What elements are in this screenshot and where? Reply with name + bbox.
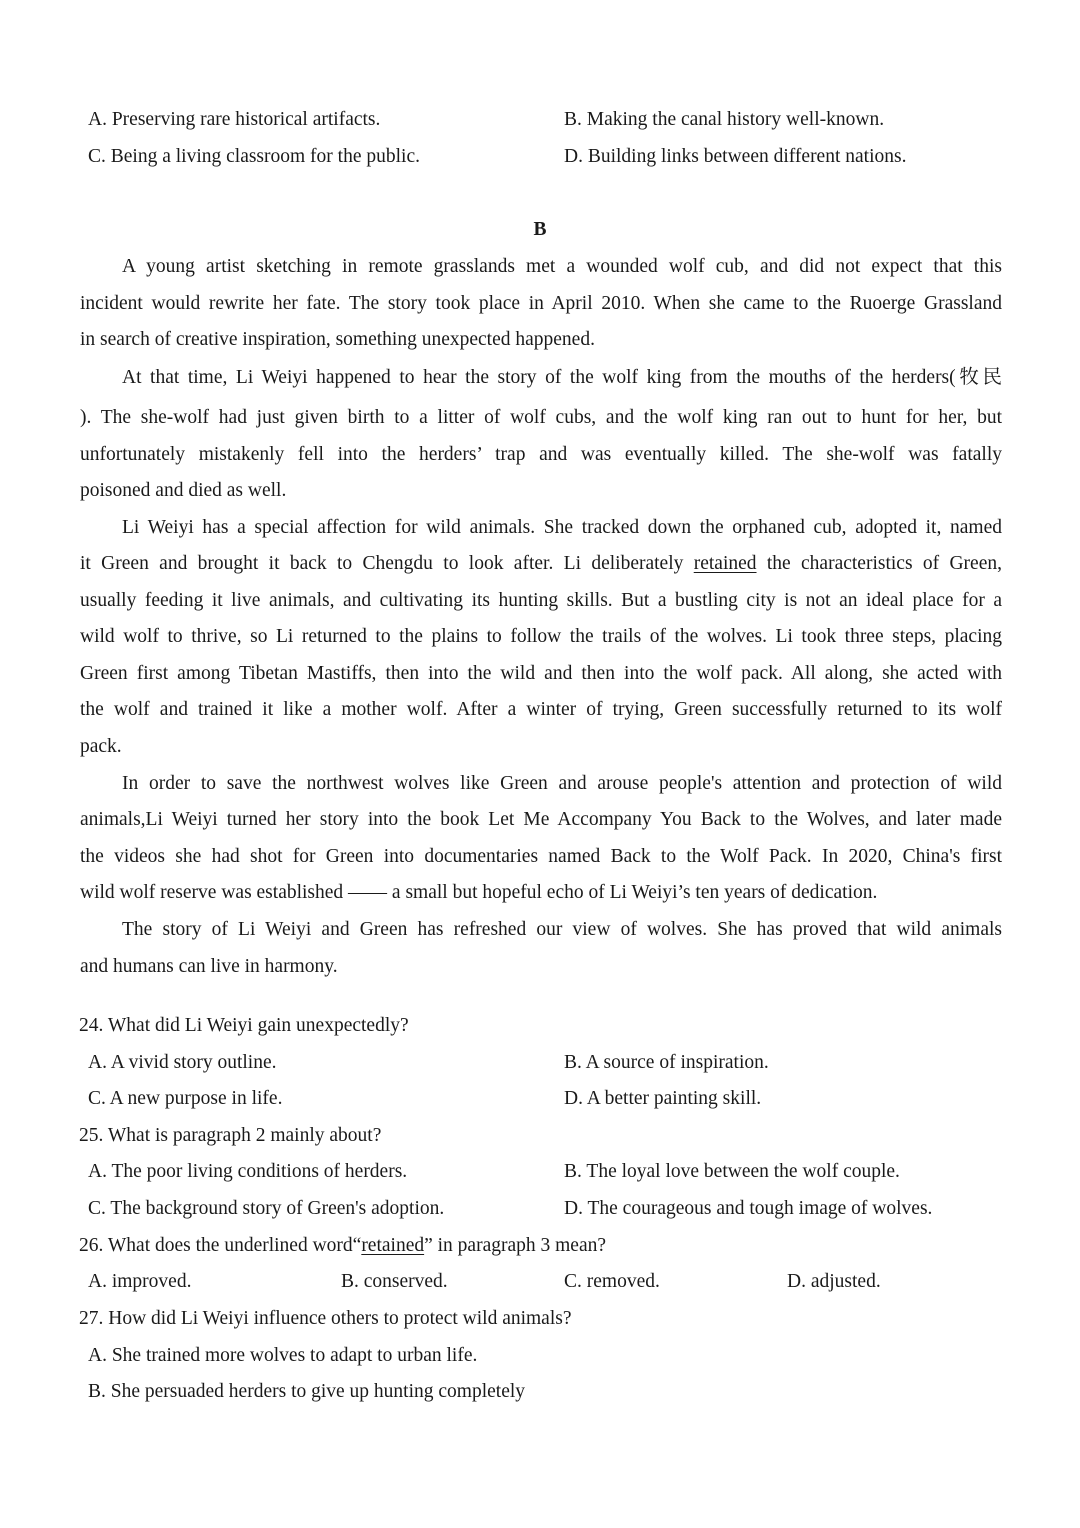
underlined-word-retained: retained	[361, 1235, 425, 1256]
option-c: C. A new purpose in life.	[88, 1088, 283, 1109]
passage-line: The story of Li Weiyi and Green has refreshed our view of wolves. She has proved that wild animals	[122, 919, 1002, 940]
passage-line: Li Weiyi has a special affection for wild animals. She tracked down the orphaned cub, adopted it, named	[122, 517, 1002, 538]
option-c: C. The background story of Green's adoption.	[88, 1198, 445, 1219]
question-stem: 24. What did Li Weiyi gain unexpectedly?	[79, 1015, 409, 1036]
option-c: C. Being a living classroom for the public.	[88, 146, 420, 167]
passage-line	[80, 554, 1002, 574]
question-text: ” in paragraph 3 mean?	[424, 1235, 607, 1256]
passage-line: animals,Li Weiyi turned her story into the book Let Me Accompany You Back to the Wolves, and later made	[80, 809, 1002, 830]
option-a: A. A vivid story outline.	[88, 1052, 277, 1073]
underlined-word-retained: retained	[693, 553, 757, 574]
passage-line: unfortunately mistakenly fell into the herders’ trap and was eventually killed. The she-wolf was fatally	[80, 444, 1002, 465]
passage-line: ). The she-wolf had just given birth to a litter of wolf cubs, and the wolf king ran out to hunt for her, but	[80, 407, 1002, 428]
option-b: B. Making the canal history well-known.	[564, 109, 885, 130]
option-d: D. Building links between different nations.	[564, 146, 907, 167]
option-d: D. The courageous and tough image of wolves.	[564, 1198, 933, 1219]
question-stem: 25. What is paragraph 2 mainly about?	[79, 1125, 382, 1146]
option-c: C. removed.	[564, 1271, 660, 1292]
option-a: A. The poor living conditions of herders.	[88, 1161, 408, 1182]
passage-line: wild wolf to thrive, so Li returned to the plains to follow the trails of the wolves. Li took three steps, placing	[80, 626, 1002, 647]
passage-line: At that time, Li Weiyi happened to hear the story of the wolf king from the mouths of the herders(牧民	[122, 367, 1002, 388]
option-d: D. A better painting skill.	[564, 1088, 762, 1109]
option-b: B. conserved.	[341, 1271, 448, 1292]
passage-line: pack.	[80, 736, 122, 757]
passage-line: in search of creative inspiration, something unexpected happened.	[80, 329, 595, 350]
option-a: A. Preserving rare historical artifacts.	[88, 109, 381, 130]
passage-text: it Green and brought it back to Chengdu to look after. Li deliberately	[80, 553, 694, 574]
passage-line: Green first among Tibetan Mastiffs, then into the wild and then into the wolf pack. All along, she acted with	[80, 663, 1002, 684]
passage-line: incident would rewrite her fate. The story took place in April 2010. When she came to the Ruoerge Grassland	[80, 293, 1002, 314]
question-stem: 27. How did Li Weiyi influence others to protect wild animals?	[79, 1308, 572, 1329]
passage-text: the characteristics of Green,	[756, 553, 1002, 574]
passage-line: In order to save the northwest wolves like Green and arouse people's attention and protection of wild	[122, 773, 1002, 794]
section-heading: B	[533, 219, 547, 240]
option-a: A. She trained more wolves to adapt to urban life.	[88, 1345, 478, 1366]
option-b: B. The loyal love between the wolf couple.	[564, 1161, 900, 1182]
option-a: A. improved.	[88, 1271, 192, 1292]
passage-line: the wolf and trained it like a mother wolf. After a winter of trying, Green successfully returned to its wolf	[80, 699, 1002, 720]
passage-line: usually feeding it live animals, and cultivating its hunting skills. But a bustling city is not an ideal place for a	[80, 590, 1002, 611]
option-d: D. adjusted.	[787, 1271, 881, 1292]
passage-line: the videos she had shot for Green into documentaries named Back to the Wolf Pack. In 2020, China's first	[80, 846, 1002, 867]
option-b: B. She persuaded herders to give up hunting completely	[88, 1381, 526, 1402]
question-stem	[79, 1236, 606, 1256]
passage-line: poisoned and died as well.	[80, 480, 287, 501]
passage-line: A young artist sketching in remote grasslands met a wounded wolf cub, and did not expect that this	[122, 256, 1002, 277]
option-b: B. A source of inspiration.	[564, 1052, 769, 1073]
question-text: 26. What does the underlined word“	[79, 1235, 362, 1256]
passage-line: wild wolf reserve was established —— a small but hopeful echo of Li Weiyi’s ten years of dedication.	[80, 882, 878, 903]
passage-line: and humans can live in harmony.	[80, 956, 338, 977]
